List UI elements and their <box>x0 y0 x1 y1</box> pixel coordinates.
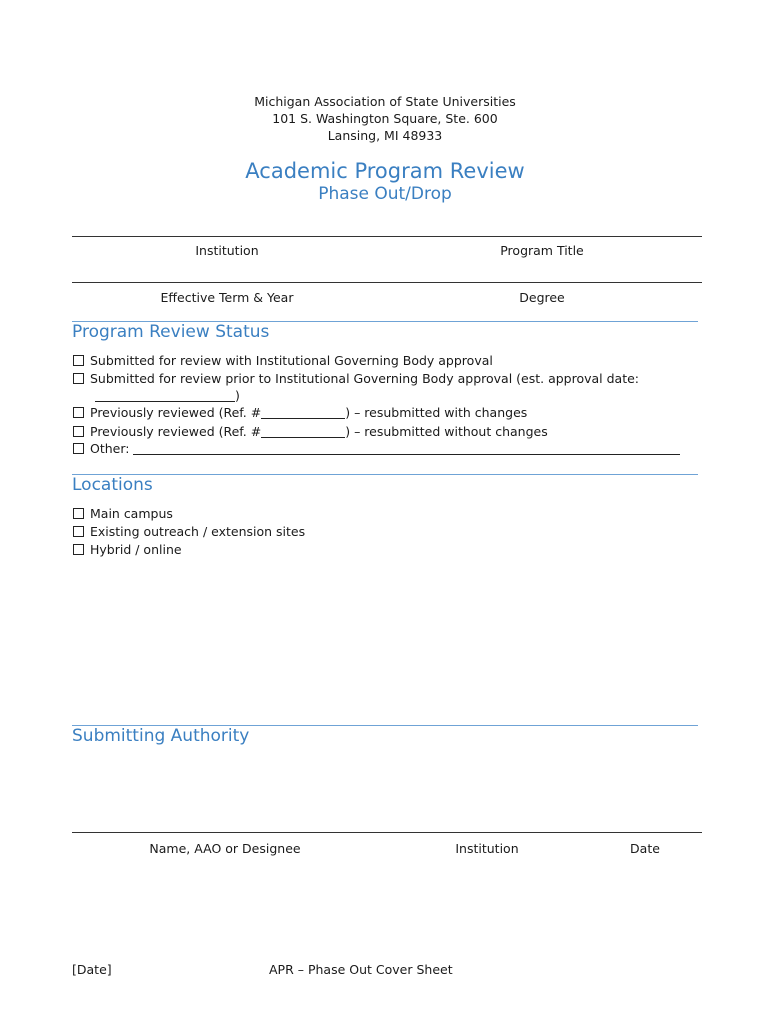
signature-line <box>72 832 702 833</box>
location-option[interactable] <box>73 506 173 521</box>
program-title-label: Program Title <box>500 243 584 258</box>
ref-number-blank[interactable] <box>261 425 345 438</box>
status-option-1[interactable] <box>73 353 493 368</box>
checkbox-icon[interactable] <box>73 526 84 537</box>
location-label: Hybrid / online <box>90 542 182 557</box>
org-city: Lansing, MI 48933 <box>327 128 443 143</box>
section-heading-status: Program Review Status <box>72 322 270 342</box>
section-heading-authority: Submitting Authority <box>72 726 250 746</box>
status-other-label: Other: <box>90 441 130 456</box>
location-option[interactable] <box>73 524 305 539</box>
footer-title: APR – Phase Out Cover Sheet <box>269 962 453 977</box>
footer-date: [Date] <box>72 962 112 977</box>
signer-institution-label: Institution <box>455 841 519 856</box>
status-option-4-suffix: ) – resubmitted without changes <box>345 424 548 439</box>
checkbox-icon[interactable] <box>73 355 84 366</box>
signer-name-label: Name, AAO or Designee <box>149 841 301 856</box>
approval-date-close: ) <box>235 388 240 403</box>
status-option-1-label: Submitted for review with Institutional Governing Body approval <box>90 353 493 368</box>
checkbox-icon[interactable] <box>73 407 84 418</box>
section-rule-locations <box>72 474 698 475</box>
status-option-2-label: Submitted for review prior to Institutional Governing Body approval (est. approval date: <box>90 371 640 386</box>
location-label: Existing outreach / extension sites <box>90 524 306 539</box>
other-blank[interactable] <box>133 442 680 455</box>
checkbox-icon[interactable] <box>73 426 84 437</box>
status-option-4-label: Previously reviewed (Ref. # <box>90 424 262 439</box>
degree-label: Degree <box>519 290 565 305</box>
status-option-4[interactable] <box>73 424 548 439</box>
page-subtitle: Phase Out/Drop <box>318 184 452 204</box>
signer-date-label: Date <box>630 841 660 856</box>
approval-date-line <box>95 388 240 403</box>
location-label: Main campus <box>90 506 173 521</box>
checkbox-icon[interactable] <box>73 373 84 384</box>
checkbox-icon[interactable] <box>73 508 84 519</box>
ref-number-blank[interactable] <box>261 406 345 419</box>
field-line-2 <box>72 282 702 283</box>
field-line-1 <box>72 236 702 237</box>
page-title: Academic Program Review <box>245 159 525 183</box>
status-option-other[interactable] <box>73 441 680 456</box>
status-option-3-suffix: ) – resubmitted with changes <box>345 405 528 420</box>
org-name: Michigan Association of State Universities <box>254 94 516 109</box>
org-street: 101 S. Washington Square, Ste. 600 <box>272 111 498 126</box>
status-option-3-label: Previously reviewed (Ref. # <box>90 405 262 420</box>
checkbox-icon[interactable] <box>73 544 84 555</box>
checkbox-icon[interactable] <box>73 443 84 454</box>
location-option[interactable] <box>73 542 182 557</box>
effective-term-label: Effective Term & Year <box>160 290 294 305</box>
approval-date-blank[interactable] <box>95 389 235 402</box>
status-option-2[interactable] <box>73 371 639 386</box>
status-option-3[interactable] <box>73 405 527 420</box>
institution-label: Institution <box>195 243 259 258</box>
section-heading-locations: Locations <box>72 475 153 495</box>
